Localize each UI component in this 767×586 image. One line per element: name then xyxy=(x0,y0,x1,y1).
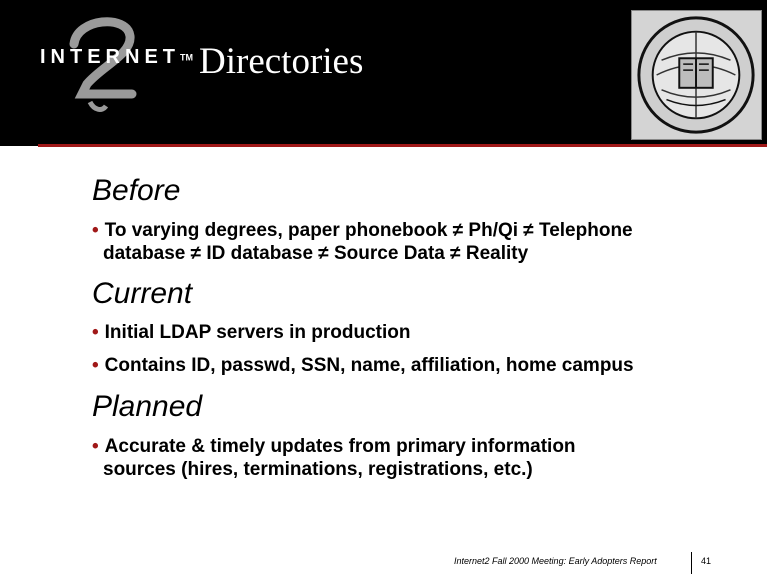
logo-trademark: TM xyxy=(180,52,193,63)
bullet-text: Initial LDAP servers in production xyxy=(104,322,411,343)
page-number: 41 xyxy=(701,556,712,566)
bullet-dot: • xyxy=(92,322,99,343)
bullet-current-2 xyxy=(92,354,634,377)
section-heading-before: Before xyxy=(92,174,181,207)
bullet-text: Accurate & timely updates from primary information xyxy=(104,436,576,457)
logo-wordmark-text: INTERNET xyxy=(40,46,180,68)
page-title: Directories xyxy=(199,41,364,82)
footer-text: Internet2 Fall 2000 Meeting: Early Adopters Report xyxy=(454,556,657,566)
bullet-dot: • xyxy=(92,220,99,241)
bullet-text-continuation: sources (hires, terminations, registrations, etc.) xyxy=(103,459,533,480)
bullet-text: To varying degrees, paper phonebook ≠ Ph/Qi ≠ Telephone xyxy=(104,220,633,241)
section-heading-current: Current xyxy=(92,277,193,310)
bullet-current-1 xyxy=(92,321,410,344)
university-seal-icon xyxy=(632,11,761,139)
logo-wordmark xyxy=(40,46,193,69)
bullet-before-1 xyxy=(92,219,633,265)
university-seal xyxy=(631,10,762,140)
bullet-text-continuation: database ≠ ID database ≠ Source Data ≠ Reality xyxy=(103,243,529,264)
bullet-dot: • xyxy=(92,436,99,457)
bullet-text: Contains ID, passwd, SSN, name, affiliation, home campus xyxy=(104,355,634,376)
bullet-dot: • xyxy=(92,355,99,376)
footer-separator xyxy=(691,552,692,574)
section-heading-planned: Planned xyxy=(92,390,203,423)
bullet-planned-1 xyxy=(92,435,576,481)
header-divider xyxy=(38,144,767,147)
